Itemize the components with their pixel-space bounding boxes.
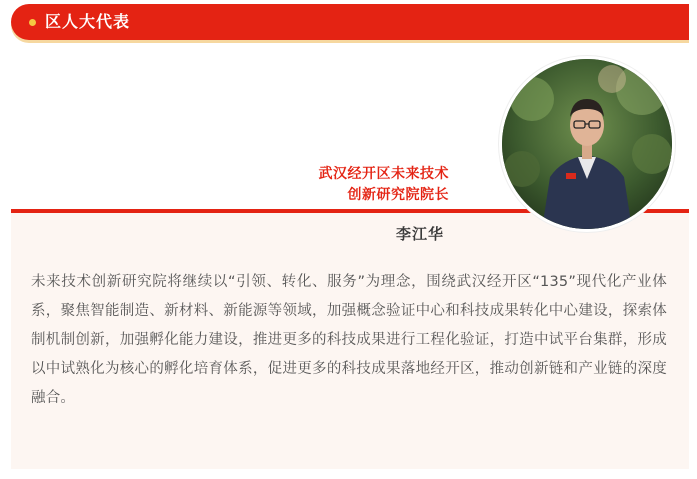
profile-bio: 未来技术创新研究院将继续以“引领、转化、服务”为理念，围绕武汉经开区“135”现代化产业体系，聚焦智能制造、新材料、新能源等领域，加强概念验证中心和科技成果转化中心建设，探索体制机制创新，加强孵化能力建设，推进更多的科技成果进行工程化验证，打造中试平台集群，形成以中试熟化为核心的孵化培育体系，促进更多的科技成果落地经开区，推动创新链和产业链的深度融合。	[31, 274, 667, 406]
portrait-photo	[499, 56, 675, 232]
section-title: 区人大代表	[45, 12, 131, 31]
profile-name: 李江华	[396, 225, 445, 243]
profile-role	[319, 164, 450, 206]
role-line-1: 武汉经开区未来技术	[318, 166, 449, 182]
role-line-2: 创新研究院院长	[347, 187, 449, 203]
bullet-dot-icon	[29, 19, 36, 26]
section-header	[11, 4, 689, 40]
